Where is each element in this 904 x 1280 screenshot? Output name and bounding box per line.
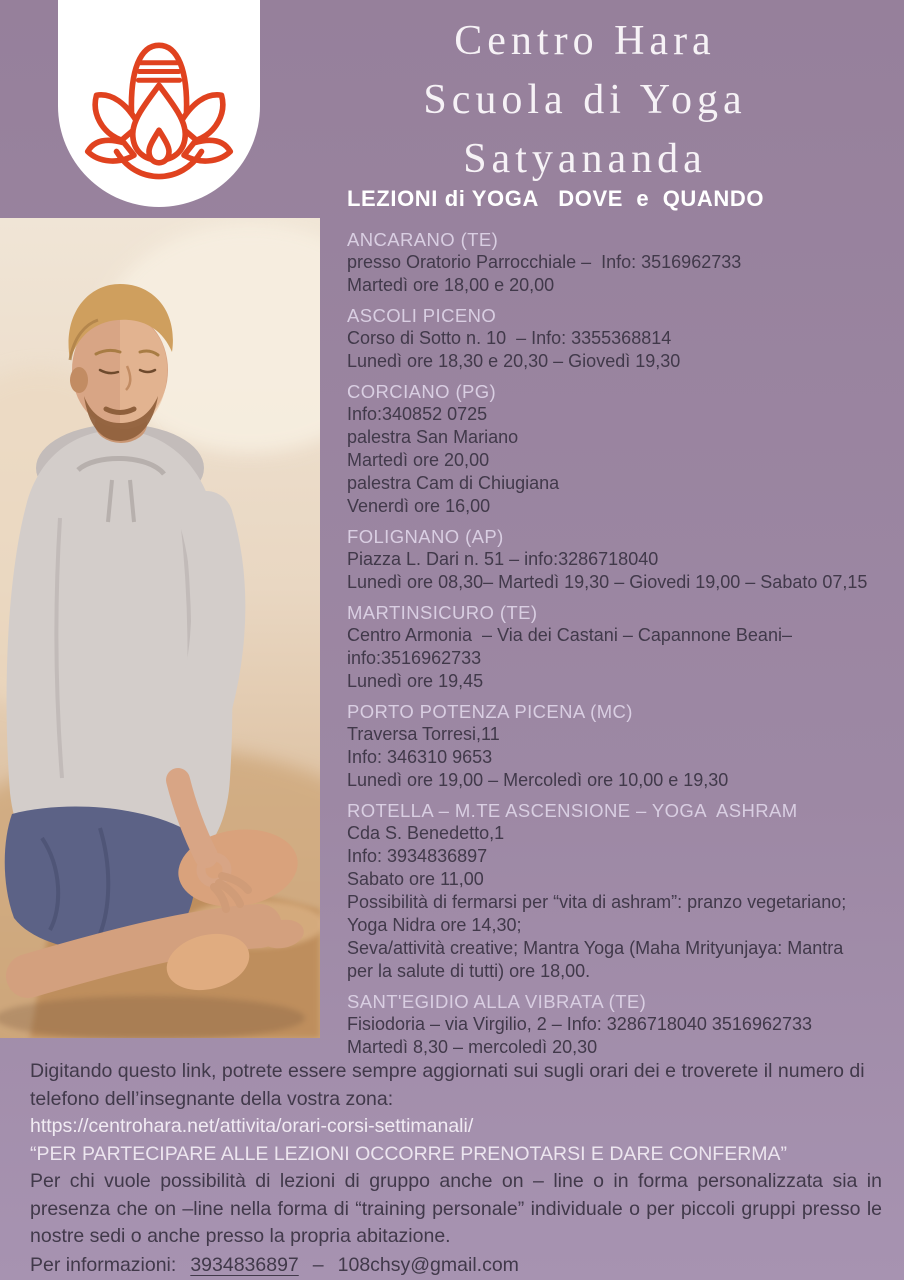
location-detail-line: Lunedì ore 18,30 e 20,30 – Giovedì 19,30 — [347, 351, 681, 371]
page-title — [290, 12, 880, 189]
logo-badge — [58, 0, 260, 207]
phone-link[interactable]: 3934836897 — [190, 1253, 299, 1276]
location-heading: ASCOLI PICENO — [347, 305, 497, 326]
location-detail-line: palestra Cam di Chiugiana — [347, 473, 560, 493]
contact-separator: – — [312, 1253, 324, 1276]
location-detail-line: Info: 3934836897 — [347, 846, 488, 866]
location-detail-line: Lunedì ore 08,30– Martedì 19,30 – Giovedi 19,00 – Sabato 07,15 — [347, 572, 868, 592]
location-detail-line: palestra San Mariano — [347, 427, 519, 447]
location-detail-line: Traversa Torresi,11 — [347, 724, 500, 744]
location-section — [347, 380, 892, 518]
location-detail-line: Martedì ore 18,00 e 20,00 — [347, 275, 555, 295]
location-detail-line: Lunedì ore 19,00 – Mercoledì ore 10,00 e 19,30 — [347, 770, 729, 790]
title-line-2: Scuola di Yoga — [423, 77, 747, 123]
location-detail-line: Martedì 8,30 – mercoledì 20,30 — [347, 1037, 598, 1057]
location-detail-line: Sabato ore 11,00 — [347, 869, 484, 889]
location-detail-line: Info: 346310 9653 — [347, 747, 493, 767]
location-section — [347, 990, 892, 1059]
location-heading: ANCARANO (TE) — [347, 229, 499, 250]
location-section — [347, 700, 892, 792]
location-detail-line: Cda S. Benedetto,1 — [347, 823, 505, 843]
location-section — [347, 228, 892, 297]
satyananda-lotus-icon — [84, 29, 234, 189]
location-detail-line: Possibilità di fermarsi per “vita di ashram”: pranzo vegetariano; — [347, 892, 847, 912]
location-detail-line: Fisiodoria – via Virgilio, 2 – Info: 3286718040 3516962733 — [347, 1014, 813, 1034]
schedule-url-link[interactable]: https://centrohara.net/attivita/orari-corsi-settimanali/ — [30, 1115, 474, 1137]
meditating-man-illustration — [0, 218, 320, 1038]
location-detail-line: Corso di Sotto n. 10 – Info: 3355368814 — [347, 328, 672, 348]
contact-label: Per informazioni: — [30, 1253, 177, 1276]
location-heading: SANT'EGIDIO ALLA VIBRATA (TE) — [347, 991, 647, 1012]
email-link[interactable]: 108chsy@gmail.com — [337, 1253, 519, 1276]
location-detail-line: per la salute di tutti) ore 18,00. — [347, 961, 591, 981]
location-heading: FOLIGNANO (AP) — [347, 526, 504, 547]
location-detail-line: Lunedì ore 19,45 — [347, 671, 484, 691]
schedule-list — [347, 228, 892, 1066]
location-detail-line: Centro Armonia – Via dei Castani – Capannone Beani– — [347, 625, 792, 645]
lessons-heading: LEZIONI di YOGA DOVE e QUANDO — [347, 186, 765, 211]
title-line-1: Centro Hara — [454, 18, 716, 64]
location-section — [347, 525, 892, 594]
location-section — [347, 799, 892, 983]
location-heading: ROTELLA – M.TE ASCENSIONE – YOGA ASHRAM — [347, 800, 798, 821]
location-section — [347, 304, 892, 373]
location-detail-line: Martedì ore 20,00 — [347, 450, 490, 470]
footer — [30, 1058, 882, 1279]
location-detail-line: Piazza L. Dari n. 51 – info:3286718040 — [347, 549, 659, 569]
meditation-photo — [0, 218, 320, 1038]
location-heading: CORCIANO (PG) — [347, 381, 497, 402]
location-detail-line: info:3516962733 — [347, 648, 482, 668]
contact-line — [30, 1252, 882, 1280]
location-detail-line: presso Oratorio Parrocchiale – Info: 3516962733 — [347, 252, 742, 272]
footer-intro-text: Digitando questo link, potrete essere sempre aggiornati sui sugli orari dei e troverete il numero di telefono dell’insegnante della vostra zona: — [30, 1060, 865, 1110]
location-detail-line: Venerdì ore 16,00 — [347, 496, 491, 516]
title-line-3: Satyananda — [463, 136, 707, 182]
footer-body-text: Per chi vuole possibilità di lezioni di gruppo anche on – line o in forma personalizzata sia in presenza che on –line nella forma di “training personale” individuale o per piccoli gruppi presso le nostre sedi o anche presso la propria abitazione. — [30, 1170, 882, 1247]
location-heading: PORTO POTENZA PICENA (MC) — [347, 701, 633, 722]
location-heading: MARTINSICURO (TE) — [347, 602, 538, 623]
booking-notice: “PER PARTECIPARE ALLE LEZIONI OCCORRE PRENOTARSI E DARE CONFERMA” — [30, 1142, 788, 1165]
location-detail-line: Yoga Nidra ore 14,30; — [347, 915, 522, 935]
location-section — [347, 601, 892, 693]
location-detail-line: Info:340852 0725 — [347, 404, 488, 424]
location-detail-line: Seva/attività creative; Mantra Yoga (Maha Mrityunjaya: Mantra — [347, 938, 844, 958]
